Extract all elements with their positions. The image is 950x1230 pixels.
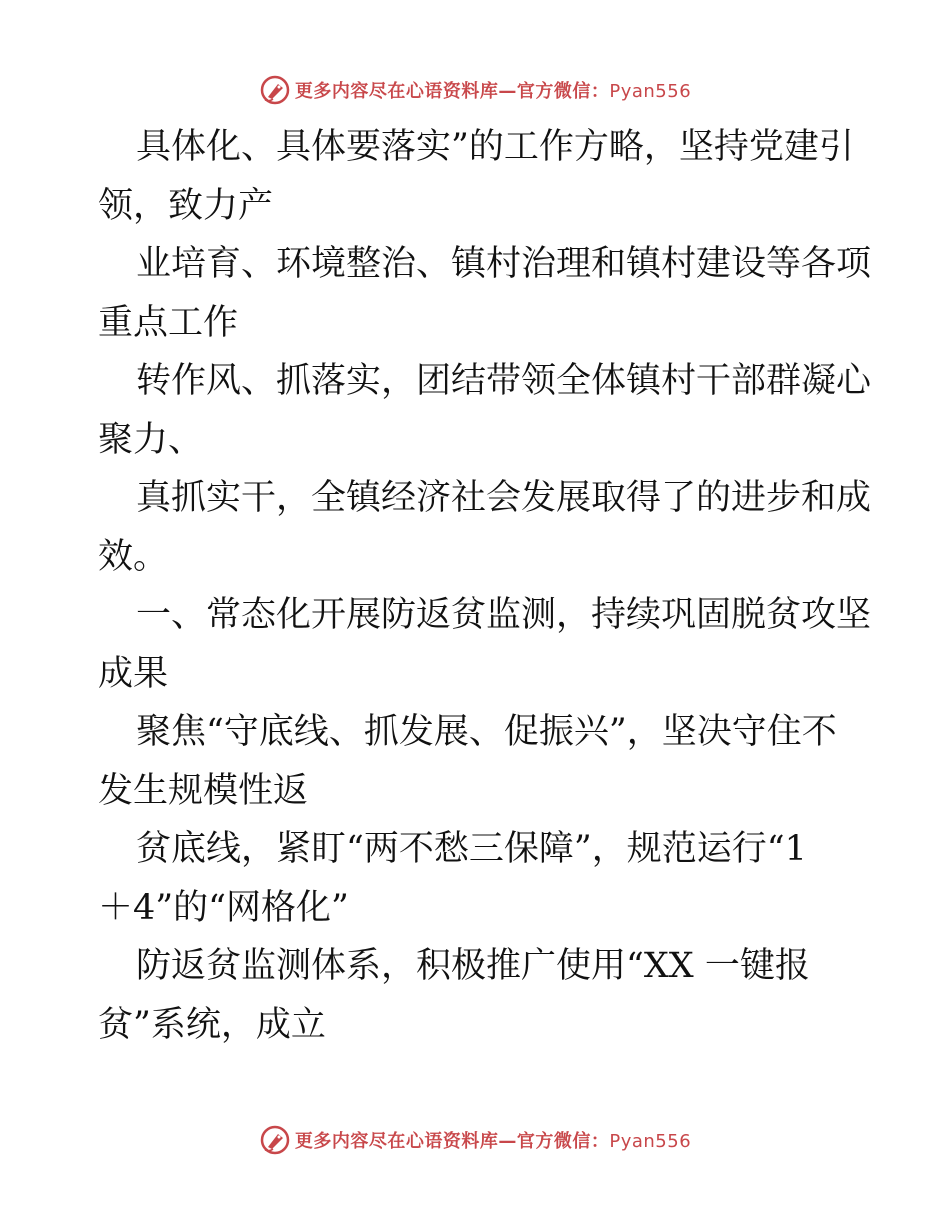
body-line: 贫”系统，成立 [98,1004,326,1045]
body-line: 聚力、 [98,419,204,460]
body-line: 防返贫监测体系，积极推广使用“XX 一键报 [136,946,810,986]
body-line: ＋4”的“网格化” [98,887,349,928]
document-body [98,118,872,1054]
body-line: 聚焦“守底线、抓发展、促振兴”，坚决守住不 [136,712,837,752]
section-heading-continued: 成果 [98,653,169,694]
body-line: 效。 [98,536,169,577]
body-line: 重点工作 [98,302,239,343]
body-line: 转作风、抓落实，团结带领全体镇村干部群凝心 [136,361,872,401]
body-line: 具体化、具体要落实”的工作方略，坚持党建引 [136,127,854,167]
body-line: 贫底线，紧盯“两不愁三保障”，规范运行“1 [136,829,807,869]
footer-banner-text: 更多内容尽在心语资料库—官方微信：Pyan556 [294,1131,692,1152]
body-line: 领，致力产 [98,185,274,226]
section-heading: 一、常态化开展防返贫监测，持续巩固脱贫攻坚 [136,595,872,635]
footer-banner [0,1120,950,1160]
pen-nib-logo-icon [259,74,291,106]
body-line: 业培育、环境整治、镇村治理和镇村建设等各项 [136,244,872,284]
body-line: 发生规模性返 [98,770,309,811]
pen-nib-logo-icon [259,1124,291,1156]
header-banner-text: 更多内容尽在心语资料库—官方微信：Pyan556 [294,81,692,102]
header-banner [0,70,950,110]
body-line: 真抓实干，全镇经济社会发展取得了的进步和成 [136,478,872,518]
